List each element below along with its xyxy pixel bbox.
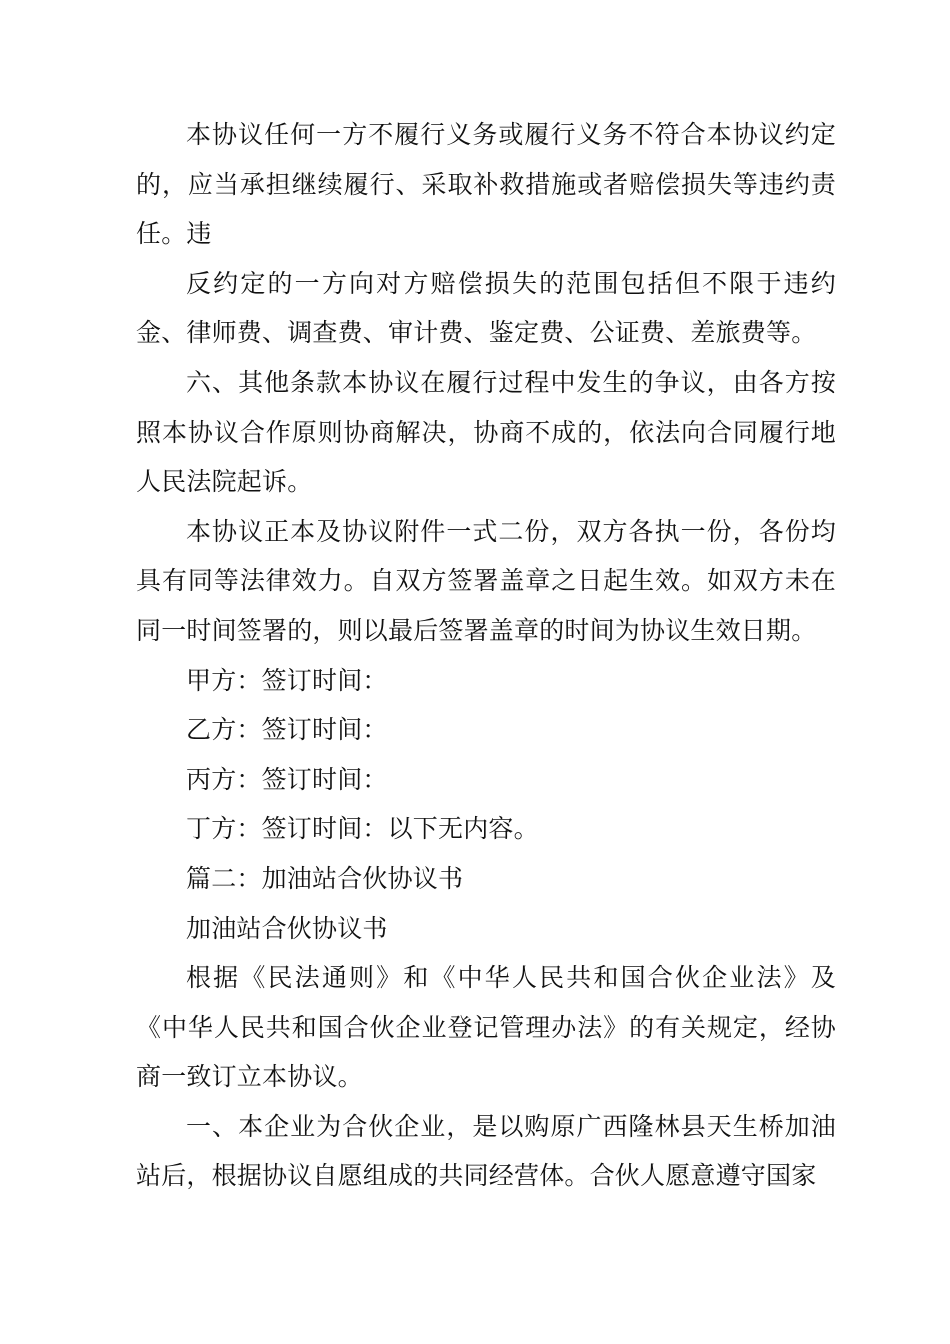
signature-line-party-c: 丙方：签订时间： [186, 764, 388, 794]
paragraph-legal-basis: 根据《民法通则》和《中华人民共和国合伙企业法》及《中华人民共和国合伙企业登记管理办法》的有关规定，经协商一致订立本协议。 [136, 963, 836, 1092]
document-title: 加油站合伙协议书 [186, 913, 388, 943]
document-body [136, 110, 836, 1201]
signature-line-party-d: 丁方：签订时间：以下无内容。 [186, 814, 539, 844]
section-heading: 篇二：加油站合伙协议书 [186, 863, 464, 893]
paragraph-copies-effect: 本协议正本及协议附件一式二份，双方各执一份，各份均具有同等法律效力。自双方签署盖章之日起生效。如双方未在同一时间签署的，则以最后签署盖章的时间为协议生效日期。 [136, 516, 836, 645]
paragraph-other-terms: 六、其他条款本协议在履行过程中发生的争议，由各方按照本协议合作原则协商解决，协商不成的，依法向合同履行地人民法院起诉。 [136, 367, 836, 497]
paragraph-breach-liability: 本协议任何一方不履行义务或履行义务不符合本协议约定的，应当承担继续履行、采取补救措施或者赔偿损失等违约责任。违 [136, 120, 836, 249]
paragraph-clause-one: 一、本企业为合伙企业，是以购原广西隆林县天生桥加油站后，根据协议自愿组成的共同经营体。合伙人愿意遵守国家 [136, 1111, 836, 1191]
signature-line-party-b: 乙方：签订时间： [186, 715, 388, 745]
paragraph-damages-scope: 反约定的一方向对方赔偿损失的范围包括但不限于违约金、律师费、调查费、审计费、鉴定费、公证费、差旅费等。 [136, 268, 836, 348]
signature-line-party-a: 甲方：签订时间： [186, 665, 388, 695]
